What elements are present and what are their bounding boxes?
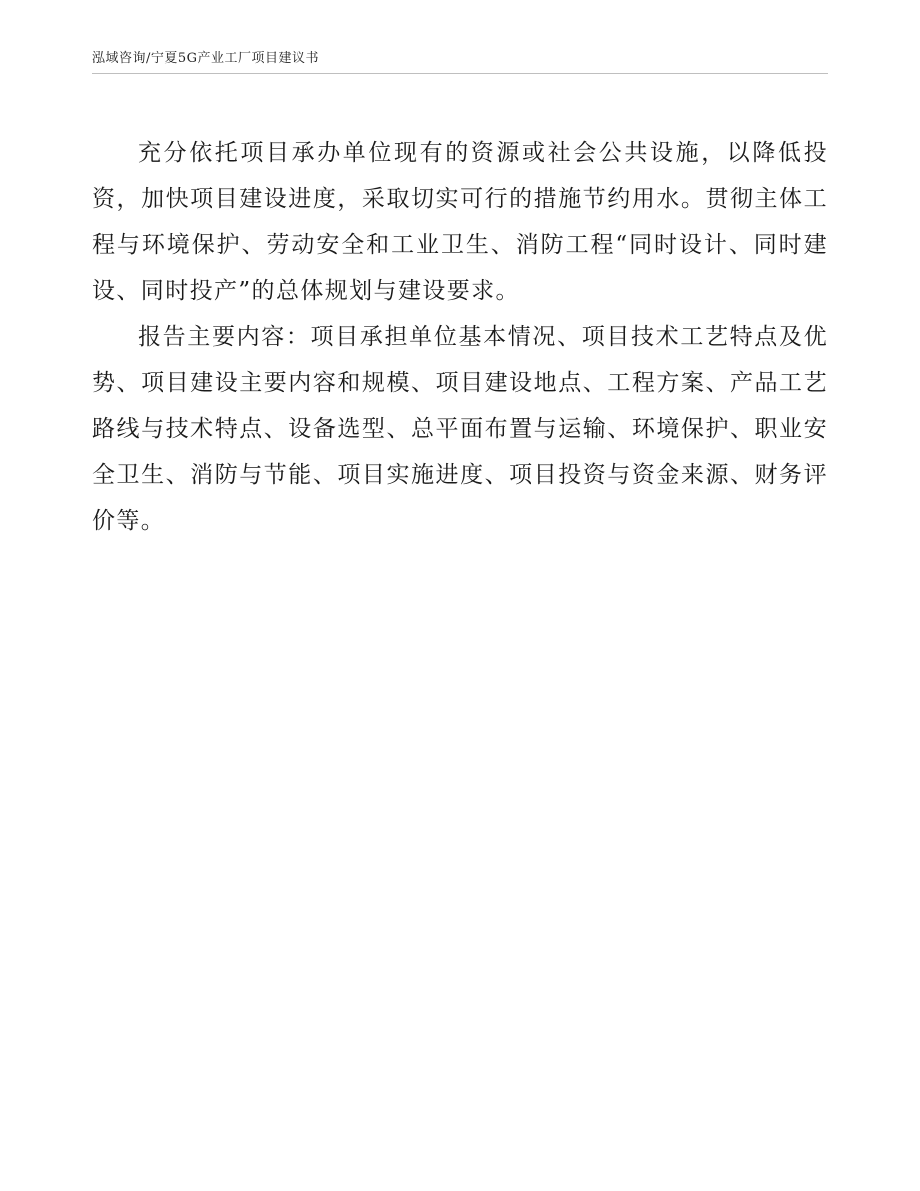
header-divider bbox=[92, 73, 828, 74]
running-header: 泓域咨询/宁夏5G产业工厂项目建议书 bbox=[92, 51, 320, 66]
paragraph-project-principles: 充分依托项目承办单位现有的资源或社会公共设施，以降低投资，加快项目建设进度，采取切实可行的措施节约用水。贯彻主体工程与环境保护、劳动安全和工业卫生、消防工程“同时设计、同时建设、同时投产”的总体规划与建设要求。 bbox=[92, 140, 828, 304]
paragraph-report-contents: 报告主要内容：项目承担单位基本情况、项目技术工艺特点及优势、项目建设主要内容和规模、项目建设地点、工程方案、产品工艺路线与技术特点、设备选型、总平面布置与运输、环境保护、职业安全卫生、消防与节能、项目实施进度、项目投资与资金来源、财务评价等。 bbox=[92, 324, 828, 534]
document-body bbox=[92, 130, 828, 544]
